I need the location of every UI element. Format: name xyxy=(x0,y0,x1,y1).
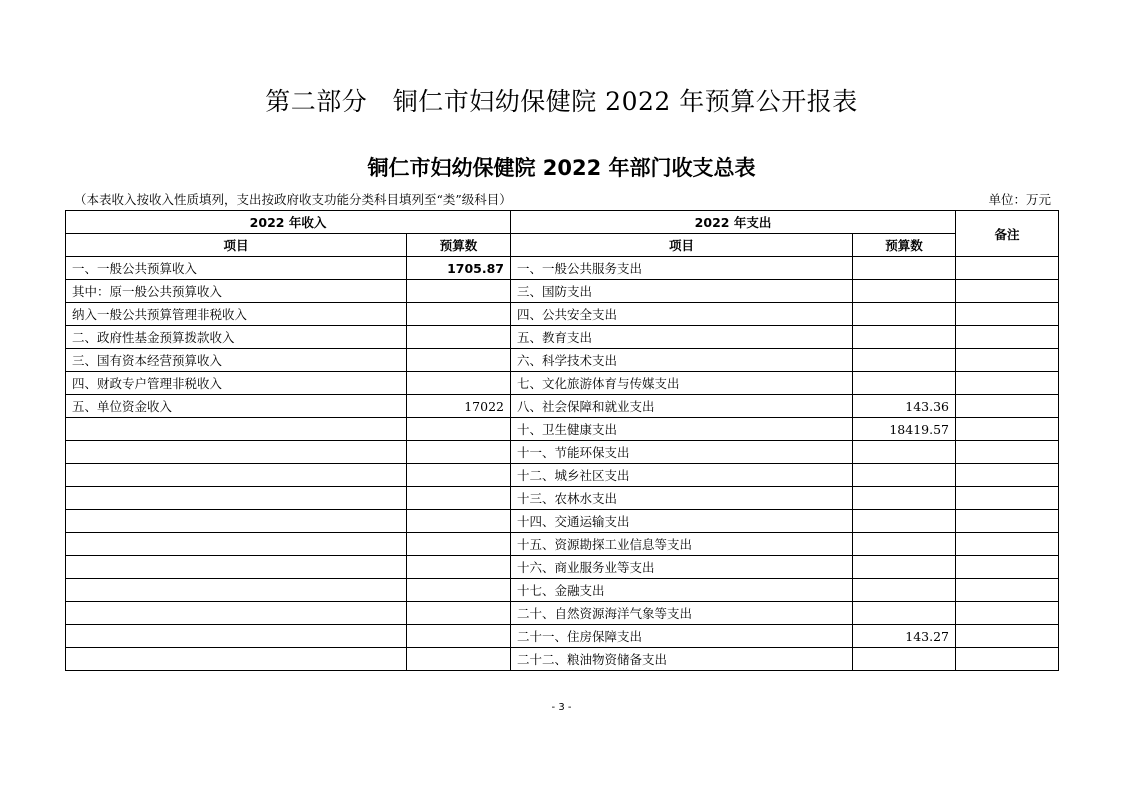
income-amount-cell xyxy=(407,556,511,579)
remark-cell xyxy=(956,533,1059,556)
income-amount-cell: 1705.87 xyxy=(407,257,511,280)
table-row xyxy=(66,349,1059,372)
expense-amount-cell xyxy=(853,556,956,579)
table-row xyxy=(66,556,1059,579)
table-row xyxy=(66,418,1059,441)
income-amount-cell xyxy=(407,280,511,303)
expense-item-cell: 二十一、住房保障支出 xyxy=(511,625,853,648)
income-amount-header: 预算数 xyxy=(407,234,511,257)
table-row xyxy=(66,487,1059,510)
income-item-cell: 四、财政专户管理非税收入 xyxy=(66,372,407,395)
remark-cell xyxy=(956,372,1059,395)
table-row xyxy=(66,441,1059,464)
table-row xyxy=(66,533,1059,556)
income-item-cell xyxy=(66,464,407,487)
table-row xyxy=(66,579,1059,602)
remark-cell xyxy=(956,395,1059,418)
income-amount-cell xyxy=(407,602,511,625)
expense-item-cell: 五、教育支出 xyxy=(511,326,853,349)
income-item-cell: 五、单位资金收入 xyxy=(66,395,407,418)
income-item-cell xyxy=(66,579,407,602)
income-item-cell xyxy=(66,487,407,510)
table-note: （本表收入按收入性质填列，支出按政府收支功能分类科目填列至“类”级科目） xyxy=(74,192,512,207)
income-item-cell xyxy=(66,533,407,556)
remark-header: 备注 xyxy=(956,211,1059,257)
remark-cell xyxy=(956,510,1059,533)
remark-cell xyxy=(956,487,1059,510)
expense-item-cell: 十、卫生健康支出 xyxy=(511,418,853,441)
expense-item-cell: 十七、金融支出 xyxy=(511,579,853,602)
expense-item-cell: 十五、资源勘探工业信息等支出 xyxy=(511,533,853,556)
expense-amount-cell: 143.27 xyxy=(853,625,956,648)
income-item-cell xyxy=(66,648,407,671)
expense-item-header: 项目 xyxy=(511,234,853,257)
income-amount-cell xyxy=(407,579,511,602)
expense-item-cell: 三、国防支出 xyxy=(511,280,853,303)
expense-item-cell: 二十、自然资源海洋气象等支出 xyxy=(511,602,853,625)
income-item-cell xyxy=(66,441,407,464)
table-row xyxy=(66,257,1059,280)
income-item-cell xyxy=(66,602,407,625)
income-amount-cell: 17022 xyxy=(407,395,511,418)
expense-item-cell: 六、科学技术支出 xyxy=(511,349,853,372)
income-amount-cell xyxy=(407,648,511,671)
expense-amount-cell xyxy=(853,510,956,533)
expense-item-cell: 一、一般公共服务支出 xyxy=(511,257,853,280)
expense-item-cell: 八、社会保障和就业支出 xyxy=(511,395,853,418)
income-item-cell xyxy=(66,510,407,533)
income-amount-cell xyxy=(407,326,511,349)
income-item-cell: 纳入一般公共预算管理非税收入 xyxy=(66,303,407,326)
income-amount-cell xyxy=(407,349,511,372)
page-number: - 3 - xyxy=(551,702,572,713)
expense-item-cell: 十二、城乡社区支出 xyxy=(511,464,853,487)
expense-amount-cell: 143.36 xyxy=(853,395,956,418)
expense-amount-cell xyxy=(853,441,956,464)
income-item-cell xyxy=(66,418,407,441)
expense-amount-cell xyxy=(853,280,956,303)
income-amount-cell xyxy=(407,533,511,556)
expense-group-header: 2022 年支出 xyxy=(511,211,956,234)
table-row xyxy=(66,280,1059,303)
table-row xyxy=(66,602,1059,625)
table-row xyxy=(66,510,1059,533)
table-title: 铜仁市妇幼保健院 2022 年部门收支总表 xyxy=(367,156,756,180)
remark-cell xyxy=(956,556,1059,579)
table-row xyxy=(66,326,1059,349)
table-group-header-row xyxy=(66,211,1059,234)
income-amount-cell xyxy=(407,303,511,326)
table-row xyxy=(66,303,1059,326)
expense-amount-cell xyxy=(853,303,956,326)
income-amount-cell xyxy=(407,487,511,510)
income-amount-cell xyxy=(407,625,511,648)
remark-cell xyxy=(956,602,1059,625)
expense-item-cell: 四、公共安全支出 xyxy=(511,303,853,326)
expense-item-cell: 十四、交通运输支出 xyxy=(511,510,853,533)
expense-amount-cell xyxy=(853,487,956,510)
income-item-header: 项目 xyxy=(66,234,407,257)
remark-cell xyxy=(956,464,1059,487)
expense-amount-cell xyxy=(853,372,956,395)
table-row xyxy=(66,625,1059,648)
remark-cell xyxy=(956,349,1059,372)
expense-item-cell: 七、文化旅游体育与传媒支出 xyxy=(511,372,853,395)
table-body xyxy=(66,257,1059,671)
expense-amount-cell xyxy=(853,326,956,349)
income-amount-cell xyxy=(407,372,511,395)
remark-cell xyxy=(956,280,1059,303)
income-group-header: 2022 年收入 xyxy=(66,211,511,234)
expense-item-cell: 十六、商业服务业等支出 xyxy=(511,556,853,579)
income-item-cell: 三、国有资本经营预算收入 xyxy=(66,349,407,372)
remark-cell xyxy=(956,303,1059,326)
table-row xyxy=(66,395,1059,418)
remark-cell xyxy=(956,625,1059,648)
table-row xyxy=(66,648,1059,671)
expense-item-cell: 十一、节能环保支出 xyxy=(511,441,853,464)
remark-cell xyxy=(956,418,1059,441)
page-title: 第二部分 铜仁市妇幼保健院 2022 年预算公开报表 xyxy=(265,87,858,116)
income-amount-cell xyxy=(407,464,511,487)
expense-amount-header: 预算数 xyxy=(853,234,956,257)
income-item-cell: 其中：原一般公共预算收入 xyxy=(66,280,407,303)
income-item-cell: 二、政府性基金预算拨款收入 xyxy=(66,326,407,349)
unit-label: 单位：万元 xyxy=(988,192,1051,207)
expense-amount-cell xyxy=(853,257,956,280)
income-amount-cell xyxy=(407,418,511,441)
remark-cell xyxy=(956,441,1059,464)
budget-summary-table xyxy=(65,210,1059,671)
remark-cell xyxy=(956,579,1059,602)
expense-amount-cell xyxy=(853,464,956,487)
table-row xyxy=(66,464,1059,487)
remark-cell xyxy=(956,326,1059,349)
remark-cell xyxy=(956,257,1059,280)
expense-amount-cell xyxy=(853,349,956,372)
table-column-header-row xyxy=(66,234,1059,257)
expense-amount-cell xyxy=(853,579,956,602)
expense-item-cell: 二十二、粮油物资储备支出 xyxy=(511,648,853,671)
expense-amount-cell xyxy=(853,648,956,671)
income-amount-cell xyxy=(407,510,511,533)
income-amount-cell xyxy=(407,441,511,464)
income-item-cell xyxy=(66,556,407,579)
income-item-cell: 一、一般公共预算收入 xyxy=(66,257,407,280)
table-row xyxy=(66,372,1059,395)
expense-amount-cell xyxy=(853,602,956,625)
expense-amount-cell xyxy=(853,533,956,556)
expense-item-cell: 十三、农林水支出 xyxy=(511,487,853,510)
income-item-cell xyxy=(66,625,407,648)
remark-cell xyxy=(956,648,1059,671)
expense-amount-cell: 18419.57 xyxy=(853,418,956,441)
